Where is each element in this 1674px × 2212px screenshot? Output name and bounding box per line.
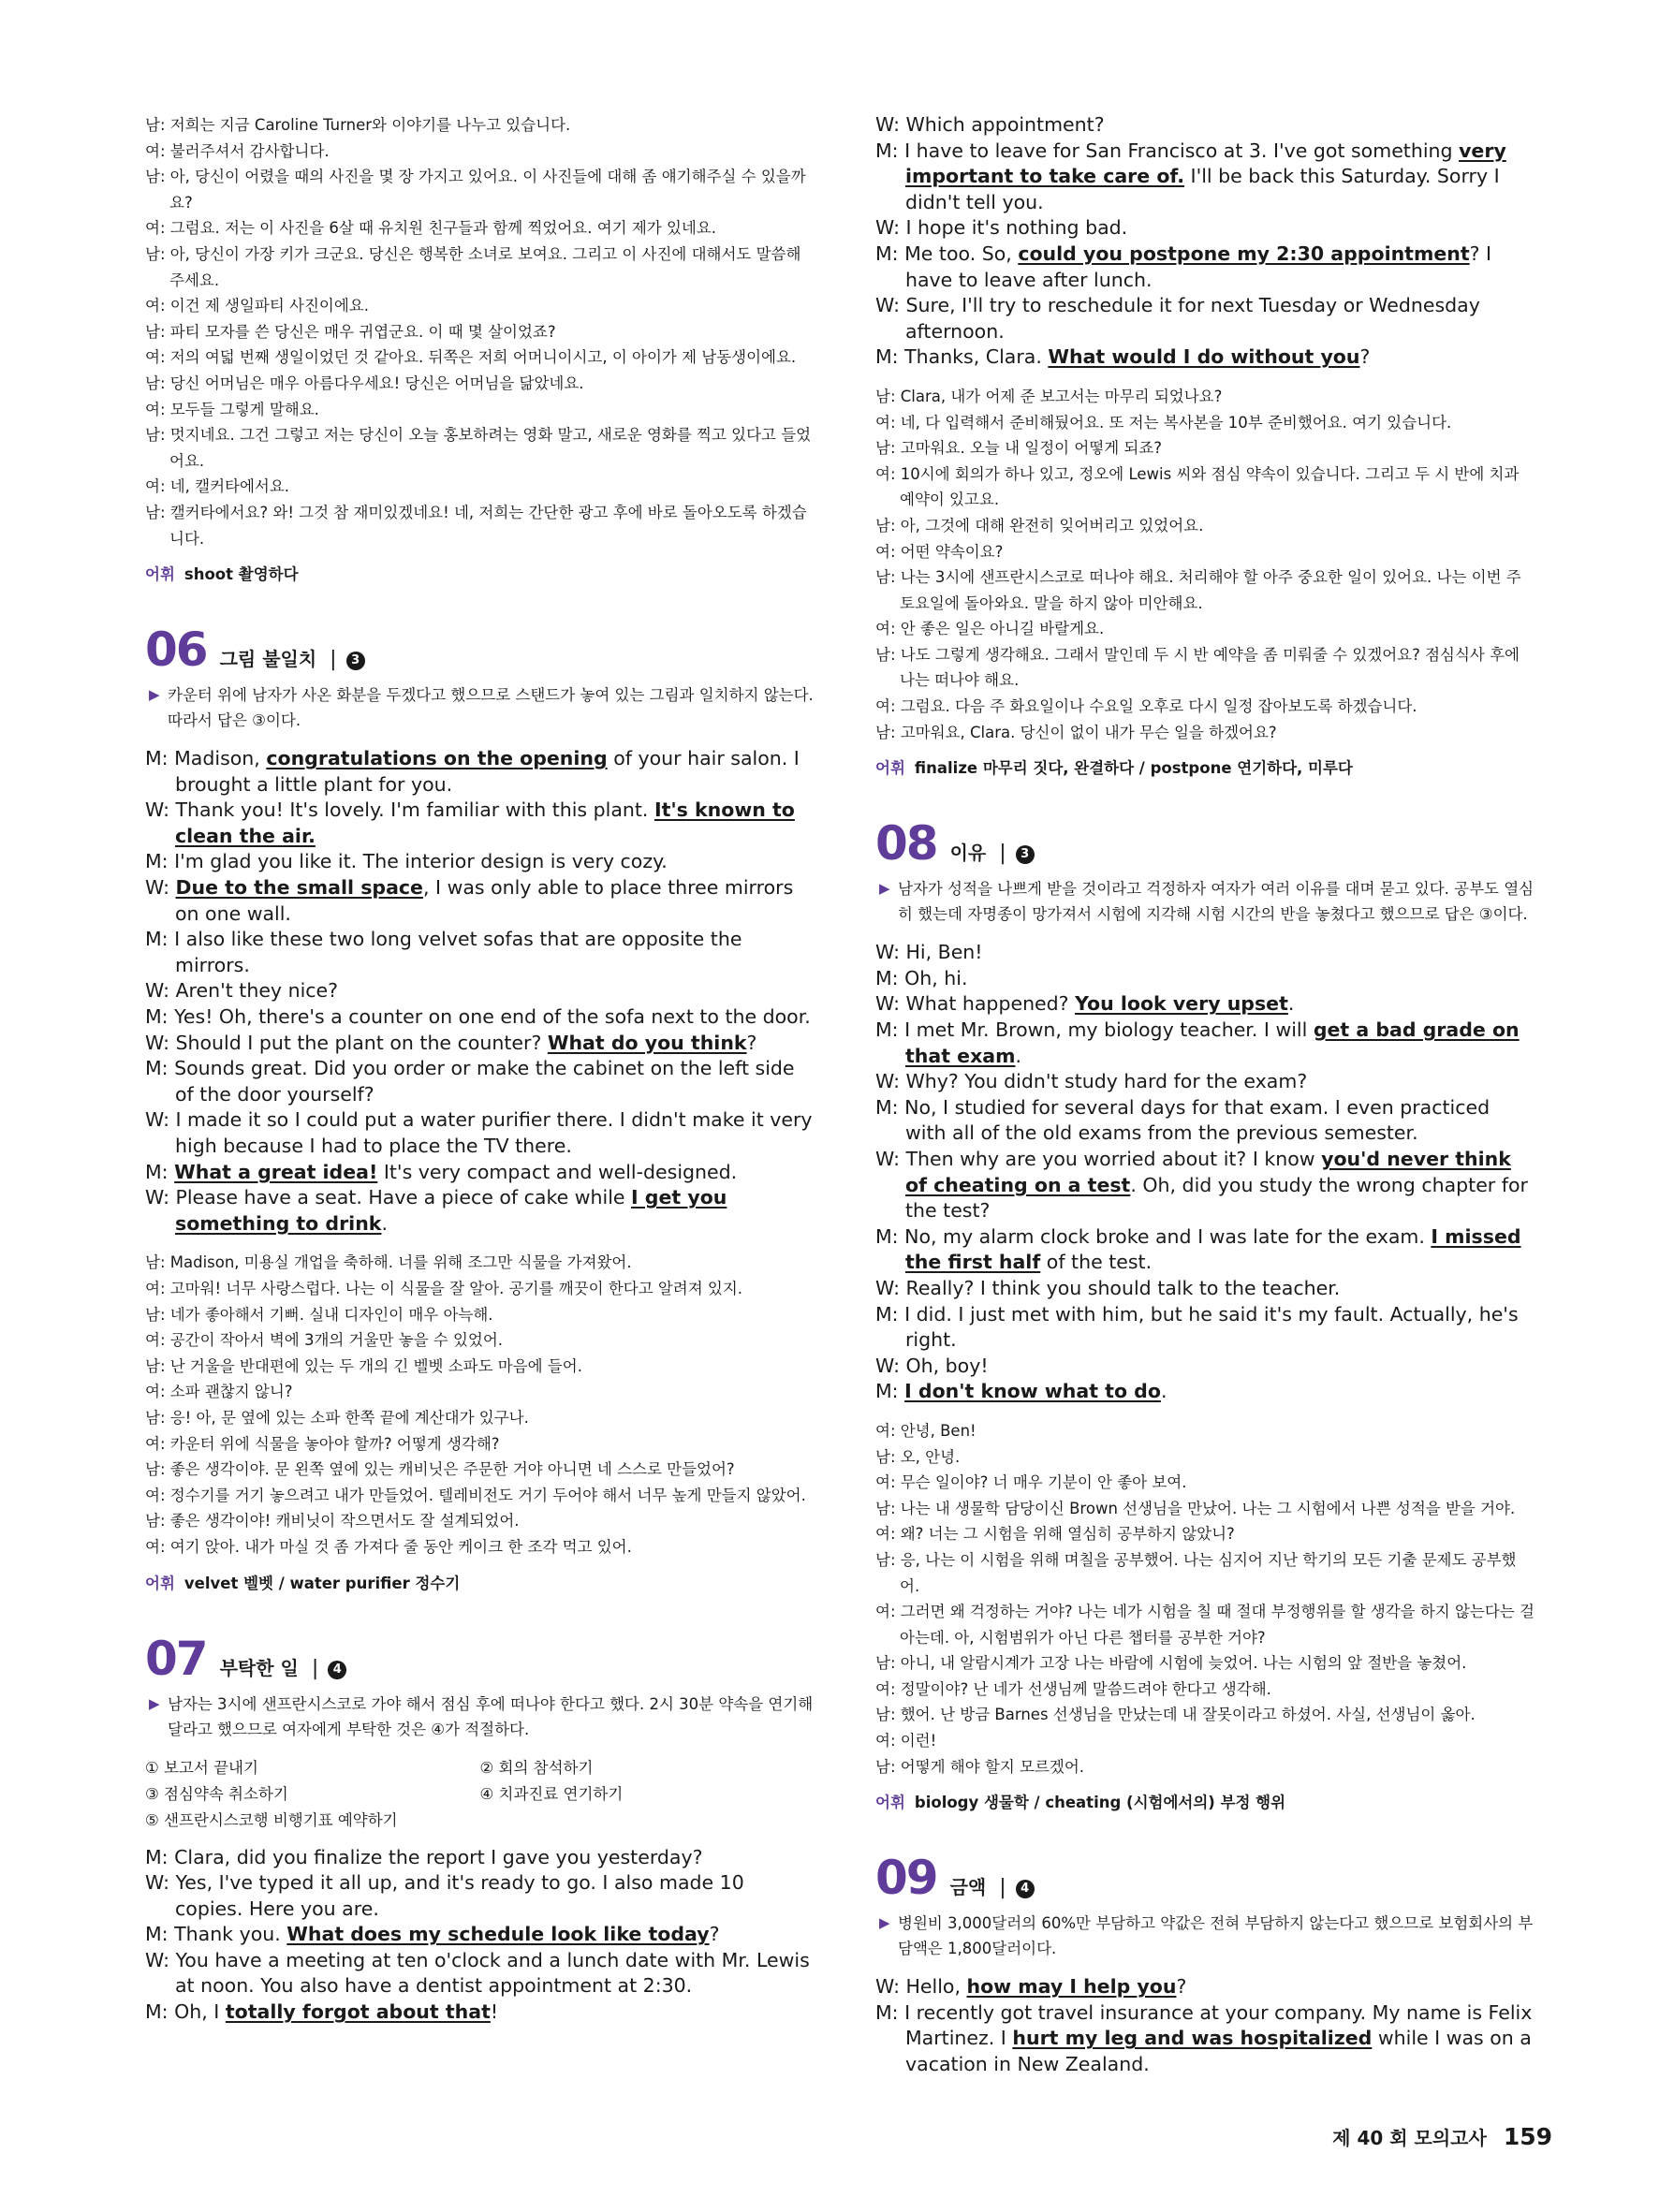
key-phrase: It's known to clean the air. — [175, 798, 795, 847]
transcript-line: 여: 고마워! 너무 사랑스럽다. 나는 이 식물을 잘 알아. 공기를 깨끗이 한다고 알려져 있지. — [145, 1279, 743, 1297]
dialogue-line — [875, 1147, 1535, 1224]
dialogue-line — [145, 1004, 815, 1031]
transcript-line: 여: 여기 앉아. 내가 마실 것 좀 가져다 줄 동안 케이크 한 조각 먹고 있어. — [145, 1537, 632, 1556]
explanation-08: ▶ 남자가 성적을 나쁘게 받을 것이라고 걱정하자 여자가 여러 이유를 대며 묻고 있다. 공부도 열심히 했는데 자명종이 망가져서 시험에 지각해 시험 시간의 반을 놓쳤다고 했으므로 답은 ③이다. — [875, 876, 1535, 927]
dialogue-line — [875, 139, 1535, 216]
dialogue-line — [145, 798, 815, 849]
dialogue-line — [875, 344, 1535, 371]
transcript-line: 여: 네, 캘커타에서요. — [145, 477, 290, 496]
right-column — [875, 112, 1535, 2078]
dialogue-line — [875, 215, 1535, 242]
transcript-line: 여: 그럼요. 저는 이 사진을 6살 때 유치원 친구들과 함께 찍었어요. 여기 제가 있네요. — [145, 219, 717, 238]
kr-transcript-05 — [145, 112, 815, 551]
dialogue-line — [875, 991, 1535, 1018]
key-phrase: how may I help you — [966, 1975, 1177, 1999]
dialogue-text: . — [1160, 1380, 1167, 1403]
transcript-line: 여: 그럼요. 다음 주 화요일이나 수요일 오후로 다시 일정 잡아보도록 하겠습니다. — [875, 697, 1417, 716]
transcript-line: 여: 어떤 약속이요? — [875, 542, 1004, 561]
dialogue-text: W: Oh, boy! — [875, 1354, 989, 1377]
dialogue-line — [875, 1974, 1535, 2000]
transcript-line: 여: 저의 여덟 번째 생일이었던 것 같아요. 뒤쪽은 저희 어머니이시고, 이 아이가 제 남동생이에요. — [145, 348, 797, 367]
answer-badge: 4 — [1016, 1880, 1035, 1898]
answer-badge: 3 — [346, 652, 365, 670]
key-phrase: congratulations on the opening — [266, 747, 608, 770]
section-06-header: 06 그림 불일치 | 3 — [145, 624, 815, 675]
dialogue-text: W: Aren't they nice? — [145, 979, 339, 1003]
answer-badge: 4 — [328, 1661, 346, 1679]
key-phrase: Due to the small space — [175, 876, 423, 900]
vocab-06: 어휘 velvet 벨벳 / water purifier 정수기 — [145, 1574, 461, 1592]
section-number: 08 — [875, 816, 937, 872]
dialogue-text: M: Oh, I — [145, 2000, 226, 2024]
transcript-line: 남: 좋은 생각이야! 캐비닛이 작으면서도 잘 설계되었어. — [145, 1512, 520, 1531]
dialogue-text: ? I have to leave after lunch. — [905, 242, 1492, 291]
choice-5: ⑤ 샌프란시스코행 비행기표 예약하기 — [145, 1810, 398, 1829]
dialogue-line — [145, 1922, 815, 1948]
dialogue-line — [875, 1379, 1535, 1405]
dialogue-text: ? — [709, 1923, 720, 1946]
dialogue-text: W: Should I put the plant on the counter? — [145, 1031, 548, 1054]
section-title: 이유 — [949, 842, 987, 865]
transcript-line: 여: 그러면 왜 걱정하는 거야? 나는 네가 시험을 칠 때 절대 부정행위를 할 생각을 하지 않는다는 걸 아는데. 아, 시험범위가 아닌 다른 챕터를 공부한 거야? — [875, 1603, 1534, 1647]
dialogue-text: ! — [490, 2000, 499, 2024]
choice-1: ① 보고서 끝내기 — [145, 1758, 258, 1777]
transcript-line: 남: 나는 3시에 샌프란시스코로 떠나야 해요. 처리해야 할 아주 중요한 일이 있어요. 나는 이번 주 토요일에 돌아와요. 말을 하지 않아 미안해요. — [875, 568, 1521, 612]
dialogue-text: ? — [1359, 345, 1371, 369]
transcript-line: 남: 했어. 난 방금 Barnes 선생님을 만났는데 내 잘못이라고 하셨어. 사실, 선생님이 옳아. — [875, 1706, 1476, 1724]
dialogue-line — [145, 1185, 815, 1237]
left-column — [145, 112, 815, 2026]
key-phrase: hurt my leg and was hospitalized — [1012, 2027, 1373, 2050]
section-07-header: 07 부탁한 일 | 4 — [145, 1633, 815, 1684]
dialogue-text: W: — [145, 876, 176, 900]
transcript-line: 여: 모두들 그렇게 말해요. — [145, 400, 319, 418]
dialogue-line — [875, 2000, 1535, 2078]
dialogue-text: W: You have a meeting at ten o'clock and a lunch date with Mr. Lewis at noon. You also have a dentist appointment at 2:30. — [145, 1948, 810, 1998]
dialogue-text: W: I hope it's nothing bad. — [875, 216, 1128, 240]
section-number: 07 — [145, 1631, 207, 1686]
transcript-line: 여: 불러주셔서 감사합니다. — [145, 141, 330, 160]
triangle-icon: ▶ — [879, 880, 890, 898]
dialogue-line — [875, 293, 1535, 344]
key-phrase: What a great idea! — [174, 1160, 378, 1183]
en-dialogue-08 — [875, 940, 1535, 1405]
dialogue-text: ? — [1176, 1975, 1187, 1999]
dialogue-text: M: Me too. So, — [875, 242, 1019, 265]
section-title: 그림 불일치 — [219, 648, 317, 671]
dialogue-line — [145, 1031, 815, 1057]
dialogue-text: M: I'm glad you like it. The interior design is very cozy. — [145, 850, 668, 873]
transcript-line: 남: 어떻게 해야 할지 모르겠어. — [875, 1757, 1085, 1776]
transcript-line: 여: 네, 다 입력해서 준비해뒀어요. 또 저는 복사본을 10부 준비했어요. 여기 있습니다. — [875, 413, 1452, 432]
kr-transcript-07 — [875, 384, 1535, 745]
triangle-icon: ▶ — [149, 1694, 160, 1712]
triangle-icon: ▶ — [879, 1914, 890, 1932]
dialogue-text: I'll be back this Saturday. Sorry I didn't tell you. — [905, 165, 1500, 213]
vocab-07: 어휘 finalize 마무리 짓다, 완결하다 / postpone 연기하다, 미루다 — [875, 759, 1353, 778]
transcript-line: 남: 좋은 생각이야. 문 왼쪽 옆에 있는 캐비닛은 주문한 거야 아니면 네 스스로 만들었어? — [145, 1460, 735, 1479]
dialogue-line — [145, 849, 815, 875]
dialogue-line — [145, 1107, 815, 1159]
section-title: 부탁한 일 — [219, 1656, 299, 1679]
dialogue-line — [145, 1056, 815, 1107]
dialogue-text: W: Which appointment? — [875, 113, 1105, 136]
dialogue-text: . — [381, 1211, 388, 1235]
vocab-08: 어휘 biology 생물학 / cheating (시험에서의) 부정 행위 — [875, 1794, 1286, 1812]
dialogue-line — [145, 978, 815, 1004]
key-phrase: I missed the first half — [905, 1224, 1521, 1274]
key-phrase: get a bad grade on that exam — [905, 1018, 1520, 1067]
dialogue-text: M: I also like these two long velvet sofas that are opposite the mirrors. — [145, 928, 742, 976]
key-phrase: I get you something to drink — [175, 1186, 727, 1235]
dialogue-line — [145, 1845, 815, 1871]
dialogue-text: , I was only able to place three mirrors on one wall. — [175, 876, 794, 925]
dialogue-text: M: I did. I just met with him, but he said it's my fault. Actually, he's right. — [875, 1302, 1519, 1352]
dialogue-text: W: Thank you! It's lovely. I'm familiar with this plant. — [145, 798, 654, 822]
section-title: 금액 — [949, 1876, 987, 1899]
transcript-line: 여: 안 좋은 일은 아니길 바랄게요. — [875, 620, 1105, 638]
dialogue-line — [145, 1948, 815, 2000]
kr-transcript-06 — [145, 1250, 815, 1560]
dialogue-text: W: What happened? — [875, 992, 1076, 1016]
dialogue-text: M: Thanks, Clara. — [875, 345, 1049, 369]
dialogue-line — [875, 242, 1535, 293]
dialogue-text: M: — [875, 1380, 905, 1403]
transcript-line: 여: 정수기를 거기 놓으려고 내가 만들었어. 텔레비전도 거기 두어야 해서 너무 높게 만들지 않았어. — [145, 1486, 806, 1504]
dialogue-text: . — [1287, 992, 1295, 1016]
choice-2: ② 회의 참석하기 — [479, 1758, 594, 1777]
key-phrase: What would I do without you — [1048, 345, 1360, 369]
transcript-line: 여: 카운터 위에 식물을 놓아야 할까? 어떻게 생각해? — [145, 1434, 500, 1453]
section-number: 09 — [875, 1851, 937, 1906]
dialogue-line — [145, 1160, 815, 1186]
key-phrase: What does my schedule look like today — [286, 1923, 710, 1946]
transcript-line: 남: Clara, 내가 어제 준 보고서는 마무리 되었나요? — [875, 387, 1223, 405]
transcript-line: 여: 이건 제 생일파티 사진이에요. — [145, 297, 369, 315]
dialogue-text: W: Please have a seat. Have a piece of cake while — [145, 1186, 632, 1209]
section-number: 06 — [145, 623, 207, 678]
dialogue-text: M: Sounds great. Did you order or make the cabinet on the left side of the door yourself? — [145, 1057, 795, 1106]
transcript-line: 남: 캘커타에서요? 와! 그것 참 재미있겠네요! 네, 저희는 간단한 광고 후에 바로 돌아오도록 하겠습니다. — [145, 503, 807, 548]
transcript-line: 남: 고마워요, Clara. 당신이 없이 내가 무슨 일을 하겠어요? — [875, 723, 1277, 741]
dialogue-text: W: Hello, — [875, 1975, 967, 1999]
dialogue-line — [145, 875, 815, 927]
dialogue-line — [875, 1095, 1535, 1147]
transcript-line: 여: 이런! — [875, 1732, 937, 1751]
transcript-line: 남: 응! 아, 문 옆에 있는 소파 한쪽 끝에 계산대가 있구나. — [145, 1408, 529, 1427]
dialogue-line — [145, 927, 815, 978]
vocab-05: 어휘 shoot 촬영하다 — [145, 565, 299, 584]
transcript-line: 남: 멋지네요. 그건 그렇고 저는 당신이 오늘 홍보하려는 영화 말고, 새로운 영화를 찍고 있다고 들었어요. — [145, 426, 812, 470]
dialogue-line — [145, 2000, 815, 2026]
transcript-line: 남: 아, 그것에 대해 완전히 잊어버리고 있었어요. — [875, 516, 1204, 535]
en-dialogue-09 — [875, 1974, 1535, 2077]
dialogue-text: M: Madison, — [145, 747, 267, 770]
dialogue-text: M: Thank you. — [145, 1923, 287, 1946]
en-dialogue-07 — [145, 1845, 815, 2026]
dialogue-line — [875, 1276, 1535, 1302]
transcript-line: 남: 나도 그렇게 생각해요. 그래서 말인데 두 시 반 예약을 좀 미뤄줄 수 있겠어요? 점심식사 후에 나는 떠나야 해요. — [875, 645, 1520, 690]
dialogue-text: . Oh, did you study the wrong chapter for the test? — [905, 1173, 1528, 1223]
transcript-line: 남: 아, 당신이 가장 키가 크군요. 당신은 행복한 소녀로 보여요. 그리고 이 사진에 대해서도 말씀해 주세요. — [145, 244, 801, 289]
choices-07 — [145, 1755, 815, 1834]
explanation-06: ▶ 카운터 위에 남자가 사온 화분을 두겠다고 했으므로 스탠드가 놓여 있는 그림과 일치하지 않는다. 따라서 답은 ③이다. — [145, 682, 815, 733]
transcript-line: 남: 네가 좋아해서 기뻐. 실내 디자인이 매우 아늑해. — [145, 1305, 493, 1324]
dialogue-text: W: Sure, I'll try to reschedule it for next Tuesday or Wednesday afternoon. — [875, 294, 1480, 343]
dialogue-text: It's very compact and well-designed. — [377, 1160, 738, 1183]
dialogue-text: W: Then why are you worried about it? I know — [875, 1148, 1322, 1170]
choice-3: ③ 점심약속 취소하기 — [145, 1784, 288, 1803]
en-dialogue-06 — [145, 746, 815, 1237]
triangle-icon: ▶ — [149, 686, 160, 704]
kr-transcript-08 — [875, 1418, 1535, 1780]
dialogue-text: W: Really? I think you should talk to the teacher. — [875, 1276, 1341, 1299]
transcript-line: 여: 안녕, Ben! — [875, 1421, 976, 1440]
transcript-line: 남: 아, 당신이 어렸을 때의 사진을 몇 장 가지고 있어요. 이 사진들에 대해 좀 얘기해주실 수 있을까요? — [145, 168, 806, 212]
key-phrase: you'd never think of cheating on a test — [905, 1148, 1511, 1196]
dialogue-line — [875, 966, 1535, 992]
transcript-line: 남: 아니, 내 알람시계가 고장 나는 바람에 시험에 늦었어. 나는 시험의 앞 절반을 놓쳤어. — [875, 1654, 1467, 1673]
dialogue-line — [145, 746, 815, 798]
dialogue-line — [875, 940, 1535, 966]
dialogue-text: M: I have to leave for San Francisco at 3. I've got something — [875, 139, 1460, 162]
dialogue-text: M: I recently got travel insurance at your company. My name is Felix Martinez. I — [875, 2000, 1533, 2050]
transcript-line: 여: 공간이 작아서 벽에 3개의 거울만 놓을 수 있었어. — [145, 1331, 504, 1350]
explanation-07: ▶ 남자는 3시에 샌프란시스코로 가야 해서 점심 후에 떠나야 한다고 했다. 2시 30분 약속을 연기해 달라고 했으므로 여자에게 부탁한 것은 ④가 적절하다. — [145, 1692, 815, 1742]
transcript-line: 남: 오, 안녕. — [875, 1447, 961, 1466]
dialogue-line — [875, 1069, 1535, 1095]
en-dialogue-07-cont — [875, 112, 1535, 371]
section-08-header: 08 이유 | 3 — [875, 818, 1535, 869]
dialogue-text: W: Hi, Ben! — [875, 941, 983, 964]
dialogue-text: W: Yes, I've typed it all up, and it's ready to go. I also made 10 copies. Here you are. — [145, 1871, 744, 1920]
exam-label: 제 40 회 모의고사 — [1332, 2127, 1487, 2149]
dialogue-line — [875, 112, 1535, 139]
section-09-header: 09 금액 | 4 — [875, 1853, 1535, 1903]
dialogue-text: . — [1015, 1044, 1022, 1067]
transcript-line: 여: 왜? 너는 그 시험을 위해 열심히 공부하지 않았니? — [875, 1525, 1235, 1544]
key-phrase: could you postpone my 2:30 appointment — [1018, 242, 1470, 265]
dialogue-text: W: I made it so I could put a water purifier there. I didn't make it very high because I had to place the TV there. — [145, 1108, 813, 1157]
dialogue-text: M: Oh, hi. — [875, 966, 968, 989]
key-phrase: I don't know what to do — [904, 1380, 1161, 1403]
dialogue-text: M: — [145, 1160, 175, 1183]
dialogue-line — [875, 1224, 1535, 1276]
transcript-line: 남: 파티 모자를 쓴 당신은 매우 귀엽군요. 이 때 몇 살이었죠? — [145, 322, 556, 341]
dialogue-line — [875, 1302, 1535, 1354]
transcript-line: 여: 10시에 회의가 하나 있고, 정오에 Lewis 씨와 점심 약속이 있습니다. 그리고 두 시 반에 치과 예약이 있고요. — [875, 464, 1520, 509]
dialogue-line — [145, 1870, 815, 1922]
dialogue-text: M: I met Mr. Brown, my biology teacher. I will — [875, 1018, 1314, 1042]
dialogue-text: while I was on a vacation in New Zealand. — [905, 2027, 1532, 2076]
transcript-line: 남: 난 거울을 반대편에 있는 두 개의 긴 벨벳 소파도 마음에 들어. — [145, 1356, 582, 1375]
transcript-line: 남: 저희는 지금 Caroline Turner와 이야기를 나누고 있습니다. — [145, 116, 571, 134]
transcript-line: 여: 무슨 일이야? 너 매우 기분이 안 좋아 보여. — [875, 1473, 1187, 1492]
transcript-line: 여: 정말이야? 난 네가 선생님께 말씀드려야 한다고 생각해. — [875, 1679, 1271, 1698]
dialogue-text: M: Yes! Oh, there's a counter on one end of the sofa next to the door. — [145, 1005, 811, 1029]
dialogue-text: M: No, my alarm clock broke and I was late for the exam. — [875, 1224, 1432, 1248]
dialogue-text: of the test. — [1040, 1251, 1153, 1274]
explanation-09: ▶ 병원비 3,000달러의 60%만 부담하고 약값은 전혀 부담하지 않는다고 했으므로 보험회사의 부담액은 1,800달러이다. — [875, 1911, 1535, 1961]
transcript-line: 남: 당신 어머님은 매우 아름다우세요! 당신은 어머님을 닮았네요. — [145, 374, 584, 392]
key-phrase: totally forgot about that — [225, 2000, 491, 2024]
transcript-line: 남: 나는 내 생물학 담당이신 Brown 선생님을 만났어. 나는 그 시험에서 나쁜 성적을 받을 거야. — [875, 1499, 1516, 1517]
dialogue-line — [875, 1018, 1535, 1069]
page-number: 159 — [1503, 2123, 1552, 2150]
dialogue-text: of your hair salon. I brought a little plant for you. — [175, 747, 800, 796]
answer-badge: 3 — [1016, 845, 1035, 864]
transcript-line: 남: Madison, 미용실 개업을 축하해. 너를 위해 조그만 식물을 가져왔어. — [145, 1253, 632, 1272]
dialogue-text: ? — [746, 1031, 757, 1054]
choice-4: ④ 치과진료 연기하기 — [479, 1784, 624, 1803]
transcript-line: 남: 고마워요. 오늘 내 일정이 어떻게 되죠? — [875, 439, 1163, 458]
dialogue-text: M: Clara, did you finalize the report I gave you yesterday? — [145, 1845, 703, 1868]
dialogue-text: W: Why? You didn't study hard for the exam? — [875, 1070, 1308, 1093]
key-phrase: You look very upset — [1075, 992, 1288, 1016]
transcript-line: 남: 응, 나는 이 시험을 위해 며칠을 공부했어. 나는 심지어 지난 학기의 모든 기출 문제도 공부했어. — [875, 1550, 1517, 1595]
key-phrase: What do you think — [547, 1031, 747, 1054]
dialogue-line — [875, 1354, 1535, 1380]
transcript-line: 여: 소파 괜찮지 않니? — [145, 1383, 293, 1401]
key-phrase: very important to take care of. — [905, 139, 1506, 188]
dialogue-text: M: No, I studied for several days for that exam. I even practiced with all of the old exams from the previous semester. — [875, 1095, 1490, 1145]
page-footer — [1332, 2123, 1552, 2150]
